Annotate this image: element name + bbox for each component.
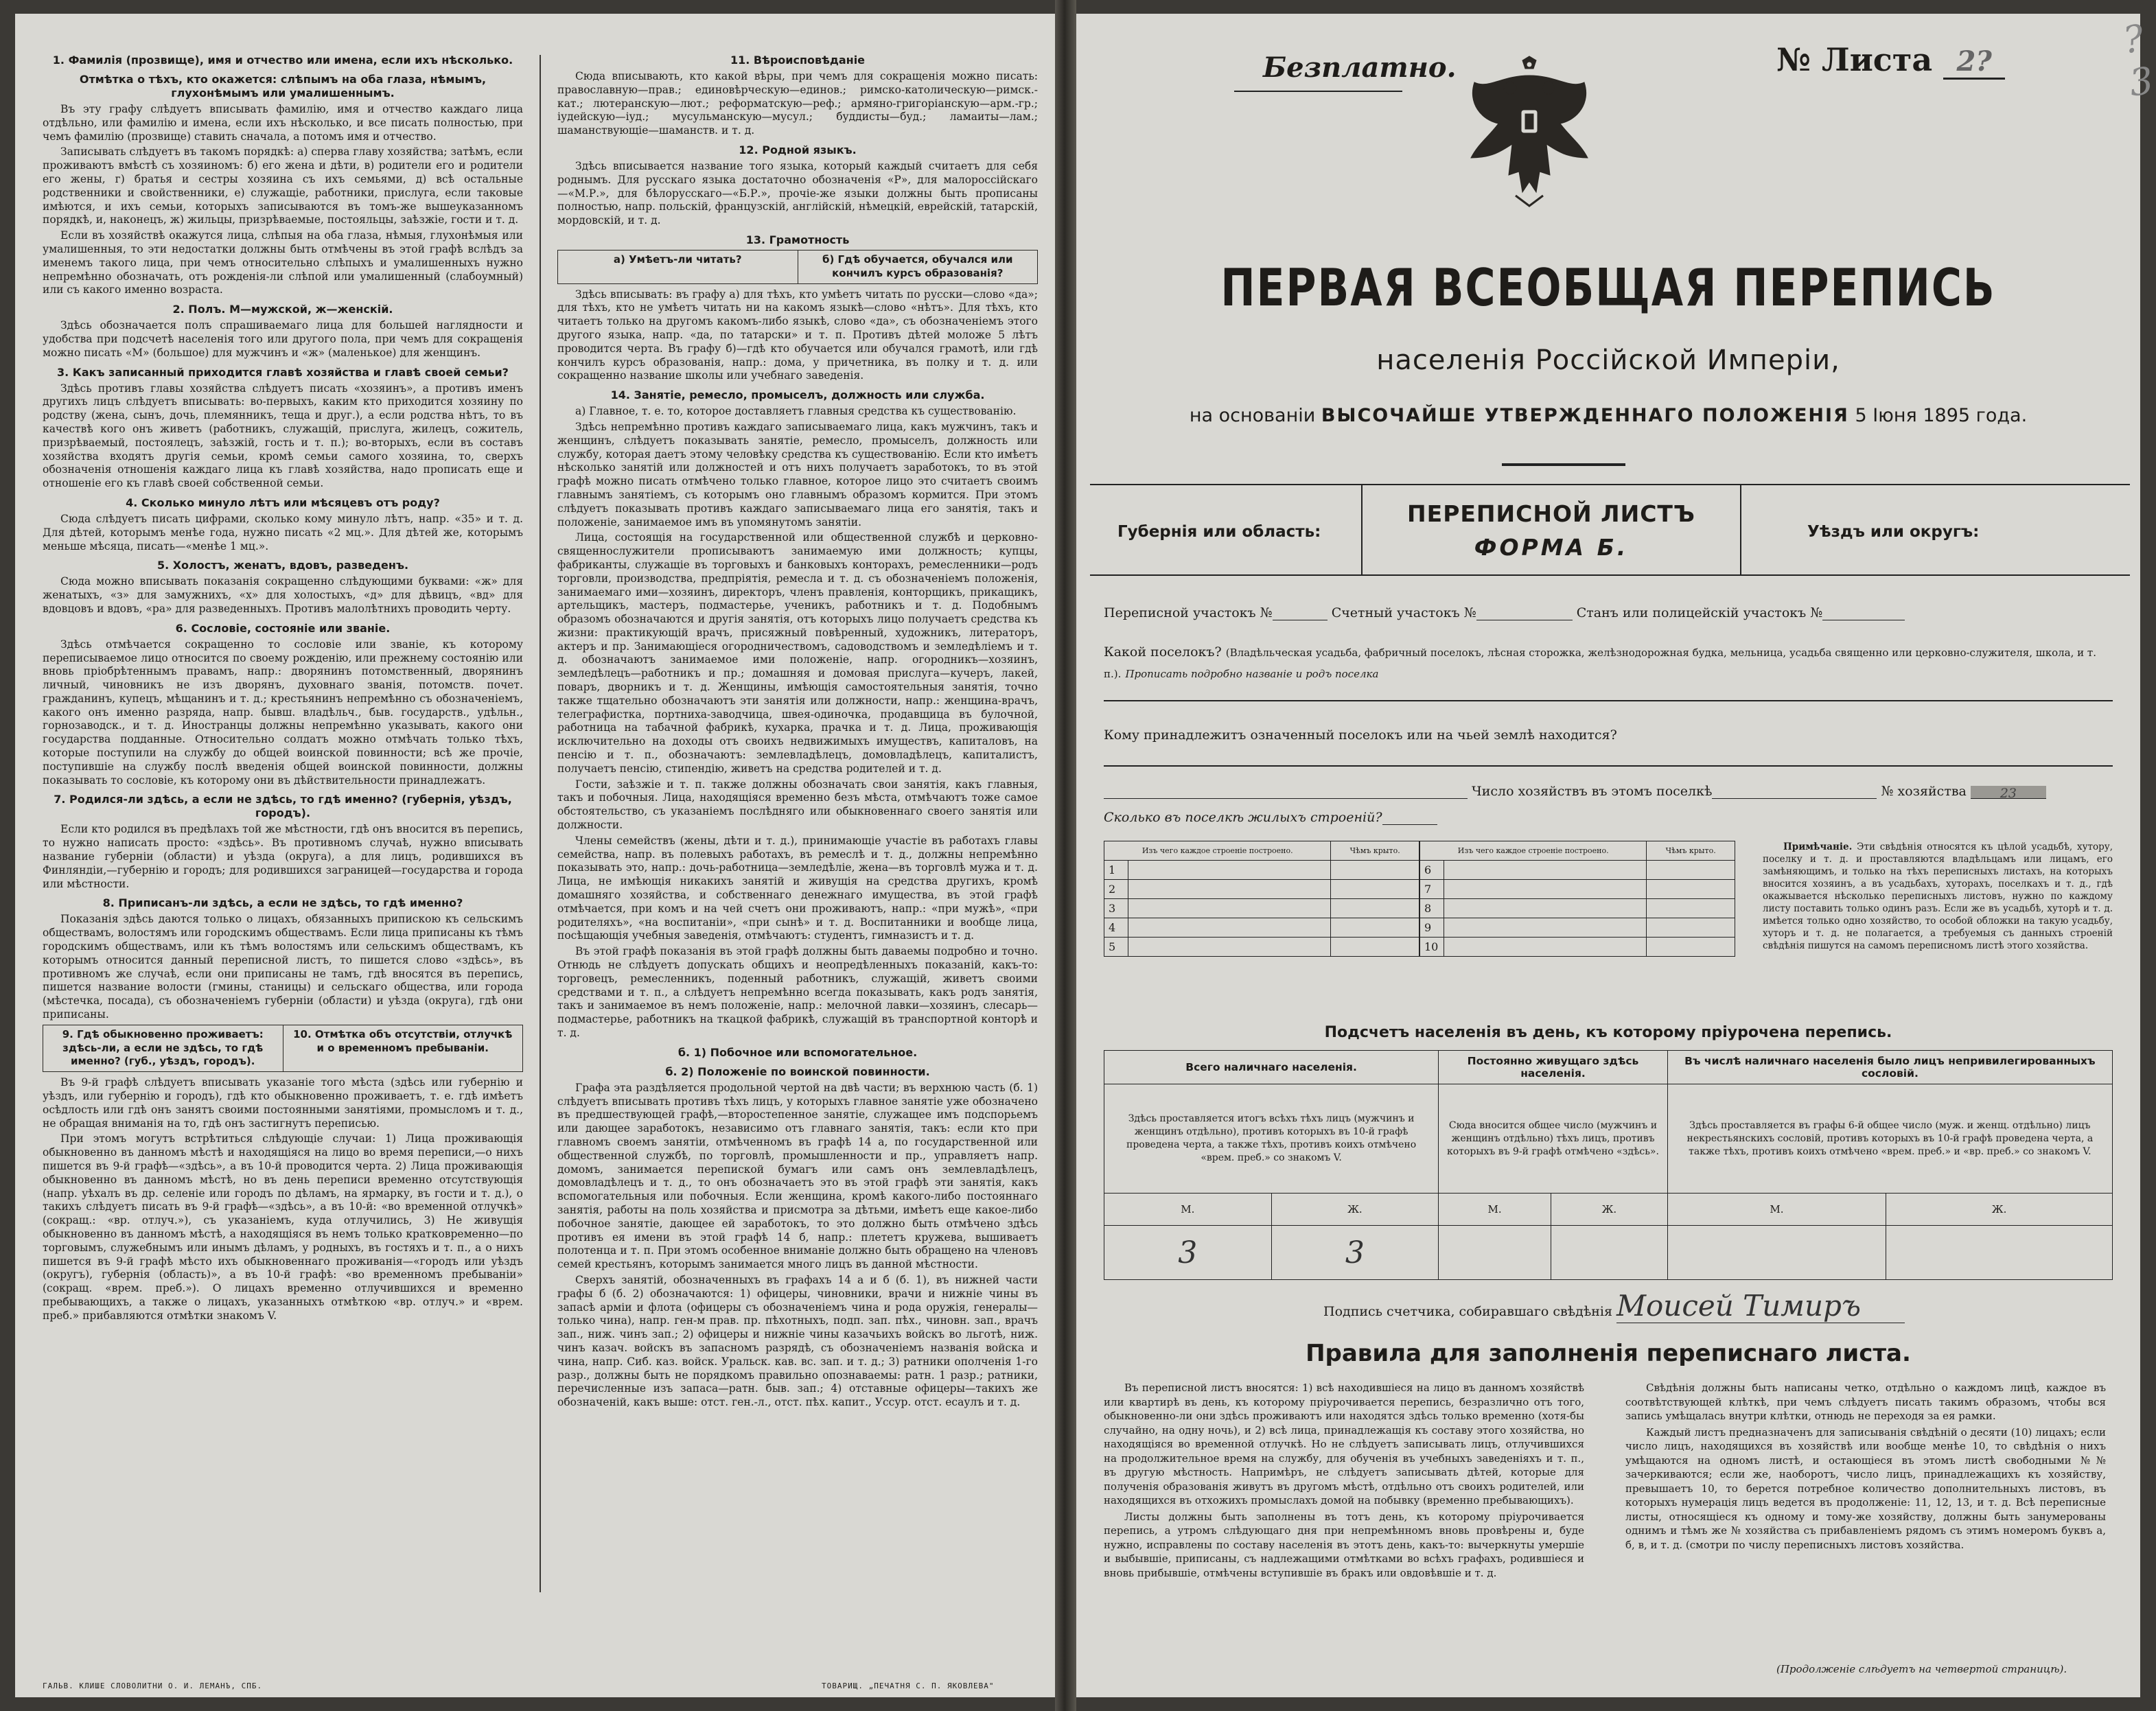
building-number: 3: [1104, 899, 1128, 918]
column-divider: [540, 55, 541, 1592]
m-label: М.: [1439, 1194, 1551, 1226]
building-number: 6: [1419, 861, 1444, 880]
count-desc-present: Здѣсь проставляется итогъ всѣхъ тѣхъ лицъ (мужчинъ и женщинъ отдѣльно), противъ которыхъ въ 10-й графѣ проведена черта, а также тѣхъ, противъ коихъ отмѣчено «врем. преб.» со знакомъ V.: [1104, 1084, 1439, 1194]
section-heading: 1. Фамилія (прозвище), имя и отчество или имена, если ихъ нѣсколько.: [52, 54, 513, 67]
count-desc-nonpeasant: Здѣсь проставляется въ графы 6-й общее число (муж. и женщ. отдѣльно) лицъ некрестьянскихъ сословій, противъ которыхъ въ 10-й графѣ проведена черта, а также тѣхъ, противъ коихъ отмѣчено «врем. преб.» и «вр. преб.» со знакомъ V.: [1667, 1084, 2112, 1194]
instruction-paragraph: Лица, состоящія на государственной или общественной службѣ и церковно-священнослужители прописываютъ занимаемую ими должность; купцы, фабриканты, служащіе въ торговыхъ и банковыхъ конторахъ, ремесленники—родъ торговли, производства, предпріятія, ремесла и т. д. съ обозначеніемъ положенія, занимаемаго ими—хозяинъ, директоръ, членъ правленія, конторщикъ, прикащикъ, артельщикъ, мастеръ, подмастерье, ученикъ, работникъ и т. д. Подобнымъ образомъ обозначаются и другія занятія, отъ которыхъ лицо получаетъ средства къ жизни: практикующій врачъ, присяжный повѣренный, художникъ, литераторъ, актеръ и пр. Занимающіеся огородничествомъ, садоводствомъ и земледѣліемъ и т. д. обозначаютъ занимаемое ими положеніе, напр. огородникъ—хозяинъ, земледѣлецъ—работникъ и пр.; домашняя и домовая прислуга—кучеръ, лакей, поваръ, дворникъ и т. д. Женщины, имѣющія самостоятельныя занятія, точно также тщательно обозначаютъ эти занятія или должности, напр.: женщина-врачъ, телеграфистка, портниха-заводчица, швея-одиночка, продавщица въ булочной, работница на табачной фабрикѣ, кухарка, прачка и т. д. Лица, проживающія исключительно на доходы отъ своихъ недвижимыхъ имуществъ, капиталовъ, на пенсію и т. п., обозначаютъ: землевладѣлецъ, домовладѣлецъ, капиталистъ, получаетъ пенсію, стипендію, живетъ на средства родителей и т. д.: [557, 531, 1038, 775]
building-row: [1104, 938, 1735, 957]
section-heading: Отмѣтка о тѣхъ, кто окажется: слѣпымъ на оба глаза, нѣмымъ, глухонѣмымъ или умалишеннымъ.: [79, 73, 487, 100]
instruction-paragraph: Записывать слѣдуетъ въ такомъ порядкѣ: а) сперва главу хозяйства; затѣмъ, если проживаютъ вмѣстѣ съ хозяиномъ: б) его жена и дѣти, в) родители его и родители его жены, г) братья и сестры хозяина съ ихъ семьями, д) всѣ остальные родственники и свойственники, е) служащіе, работники, прислуга, если таковые имѣются, и ихъ семьи, которыхъ записываются въ томъ-же вышеуказанномъ порядкѣ, и, наконецъ, ж) жильцы, призрѣваемые, постояльцы, заѣзжіе, гости и т. д.: [43, 146, 523, 226]
instruction-paragraph: а) Главное, т. е. то, которое доставляетъ главныя средства къ существованію.: [575, 405, 1017, 418]
buildings-note: [1763, 841, 2113, 952]
settlement-hint-2: Прописать подробно названіе и родъ поселка: [1125, 668, 1379, 680]
sheet-number-value[interactable]: 2?: [1943, 45, 2005, 80]
signature-label: Подпись счетчика, собиравшаго свѣдѣнія: [1323, 1304, 1612, 1319]
right-page: [1076, 14, 2156, 1697]
instruction-paragraph: Графа эта раздѣляется продольной чертой на двѣ части; въ верхнюю часть (б. 1) слѣдуетъ вписывать противъ тѣхъ лицъ, у которыхъ главное занятіе уже обозначено въ предшествующей графѣ,—второстепенное занятіе, служащее имъ подспорьемъ или дающее заработокъ, независимо отъ главнаго занятія, такъ: если кто при главномъ своемъ занятіи, отмѣченномъ въ графѣ 14 а, по государственной или общественной службѣ, по торговлѣ, промышленности и пр., управляетъ напр. домомъ, занимается перепиской бумагъ или самъ онъ землевладѣлецъ, домовладѣлецъ и т. д., то онъ обозначаетъ это въ этой графѣ эти занятія, какъ вспомогательныя или побочныя. Если женщина, кромѣ какого-либо постояннаго занятія, работы на поль хозяйства и присмотра за дѣтьми, имѣетъ еще какое-либо побочное занятіе, дающее ей заработокъ, то это должно быть отмѣчено здѣсь противъ ея имени въ этой графѣ 14 б, напр.: плететъ кружева, вышиваетъ полотенца и т. п. При этомъ особенное вниманіе должно быть обращено на членовъ семей крестьянъ, которымъ занимается много лицъ въ данной мѣстности.: [557, 1081, 1038, 1271]
printer-imprint-right: ТОВАРИЩ. „ПЕЧАТНЯ С. П. ЯКОВЛЕВА": [822, 1681, 995, 1690]
enumerator-signature[interactable]: Моисей Тимиръ: [1616, 1289, 1905, 1323]
section-heading: 12. Родной языкъ.: [739, 143, 857, 156]
column-10-heading: 10. Отмѣтка объ отсутствіи, отлучкѣ и о временномъ пребываніи.: [283, 1025, 523, 1071]
stan-field[interactable]: [1822, 607, 1905, 620]
instructions-column-2: [557, 48, 1038, 1412]
instruction-paragraph: При этомъ могутъ встрѣтиться слѣдующіе случаи: 1) Лица проживающія обыкновенно въ данномъ мѣстѣ и находящіяся на лицо во время переписи,—о нихъ пишется въ 9-й графѣ—«здѣсь», а въ 10-й проводится черта. 2) Лица проживающія обыкновенно въ данномъ мѣстѣ, но въ день переписи временно отсутствующія (напр. уѣхалъ въ др. селеніе или городъ по дѣламъ, на ярмарку, въ гости и т. д.), о такихъ слѣдуетъ писать въ 9-й графѣ—«здѣсь», а въ 10-й: «во временной отлучкѣ» (сокращ.: «вр. отлуч.»), съ указаніемъ, куда отлучились, 3) Не живущія обыкновенно въ данномъ мѣстѣ, а находящіяся въ немъ только кратковременно—по торговымъ, служебнымъ или инымъ дѣламъ, у родныхъ, въ гостяхъ и т. п., а о нихъ пишется въ 9-й графѣ мѣсто ихъ обыкновеннаго проживанія—«городъ или уѣздъ (округъ), губернія (область)», а въ 10-й графѣ: «во временномъ пребываніи» (сокращ. «врем. преб.»). О лицахъ временно отлучившихся и временно пребывающихъ, а также о лицахъ, указанныхъ отмѣткою «вр. отлуч.» и «врем. преб.» прибавляются отмѣтки знакомъ V.: [43, 1132, 523, 1322]
handwritten-page-mark: ?3: [2120, 16, 2156, 105]
f-label: Ж.: [1271, 1194, 1439, 1226]
schetny-field[interactable]: [1476, 607, 1573, 620]
buildings-table: [1104, 841, 1735, 957]
uezd-label: Уѣздъ или округъ:: [1807, 523, 1980, 541]
count-col-nonpeasant: Въ числѣ наличнаго населенія было лицъ непривилегированныхъ сословій.: [1667, 1051, 2112, 1084]
instruction-paragraph: Въ 9-й графѣ слѣдуетъ вписывать указаніе того мѣста (здѣсь или губернію и уѣздъ, или губернію и городъ), гдѣ кто обыкновенно проживаетъ, т. е. гдѣ имѣетъ осѣдлость или гдѣ онъ занятъ своими постоянными занятіями, промысломъ и т. д., не обращая вниманія на то, гдѣ онъ застигнутъ переписью.: [43, 1076, 523, 1130]
households-leading-line: [1104, 786, 1468, 799]
settlement-field[interactable]: [1104, 700, 2113, 701]
building-row: [1104, 918, 1735, 938]
f-label: Ж.: [1886, 1194, 2113, 1226]
rule-paragraph: Каждый листъ предназначенъ для записыванія свѣдѣній о десяти (10) лицахъ; если число лицъ, находящихся въ хозяйствѣ или вообще менѣе 10, то свѣдѣнія о нихъ умѣщаются на одномъ листѣ, и остающіеся въ этомъ листѣ свободными №№ зачеркиваются; если же, наоборотъ, число лицъ, принадлежащихъ къ хозяйству, превышаетъ 10, то берется потребное количество дополнительныхъ листовъ, въ которыхъ нумерація лицъ ведется въ продолженіе: 11, 12, 13, и т. д. Всѣ переписные листы, относящіеся къ одному и тому-же хозяйству, должны быть занумерованы однимъ и тѣмъ же № хозяйства съ прибавленіемъ рядомъ съ этимъ номеромъ буквъ а, б, в, и т. д. (смотри по числу переписныхъ листовъ хозяйства.: [1625, 1425, 2106, 1551]
building-roof-cell[interactable]: [1331, 861, 1419, 880]
instruction-paragraph: Гости, заѣзжіе и т. п. также должны обозначать свои занятія, какъ главныя, такъ и побочныя. Лица, находящіяся временно безъ мѣста, отмѣчаютъ тоже самое обстоятельство, съ указаніемъ послѣдняго или обыкновеннаго своего занятія или должности.: [557, 778, 1038, 832]
bld-header-roof: Чѣмъ крыто.: [1331, 841, 1419, 861]
section-heading: б. 2) Положеніе по воинской повинности.: [665, 1064, 930, 1078]
instruction-paragraph: Здѣсь вписывать: въ графу а) для тѣхъ, кто умѣетъ читать по русски—слово «да»; для тѣхъ, кто не умѣетъ читать ни на какомъ языкѣ—слово «нѣтъ». Для тѣхъ, кто читаетъ только на другомъ какомъ-либо языкѣ, слово «да», съ обозначеніемъ этого другого языка, напр. «да, по татарски» и т. п. Противъ дѣтей моложе 5 лѣтъ проводится черта. Въ графу б)—гдѣ кто обучается или обучался грамотѣ, или гдѣ кончилъ курсъ образованія, напр.: дома, у причетника, въ полку и т. д. или сокращенно название школы или учебнаго заведенія.: [557, 288, 1038, 382]
building-material-cell[interactable]: [1444, 880, 1646, 899]
section-heading: 7. Родился-ли здѣсь, а если не здѣсь, то гдѣ именно? (губернія, уѣздъ, городъ).: [54, 793, 512, 820]
section-heading: 8. Приписанъ-ли здѣсь, а если не здѣсь, то гдѣ именно?: [102, 896, 463, 910]
resident-female-count[interactable]: [1551, 1226, 1668, 1280]
form-title: ПЕРЕПИСНОЙ ЛИСТЪ: [1407, 500, 1695, 527]
rules-column-1: [1104, 1381, 1584, 1582]
building-number: 7: [1419, 880, 1444, 899]
population-count-table: [1104, 1050, 2113, 1280]
building-number: 2: [1104, 880, 1128, 899]
legal-basis-line: [1076, 405, 2140, 426]
section-heading: 6. Сословіе, состояніе или званіе.: [175, 621, 391, 635]
rule-paragraph: Свѣдѣнія должны быть написаны четко, отдѣльно о каждомъ лицѣ, каждое въ соотвѣтствующей клѣткѣ, при чемъ слѣдуетъ писать такимъ образомъ, чтобы вся запись умѣщалась внутри клѣтки, отнюдь не переходя за ея рамки.: [1625, 1382, 2106, 1422]
section-heading: 13. Грамотность: [745, 233, 850, 246]
building-material-cell[interactable]: [1128, 938, 1331, 957]
printer-imprint-left: ГАЛЬВ. КЛИШЕ СЛОВОЛИТНИ О. И. ЛЕМАНЪ, СПБ.: [43, 1681, 263, 1690]
section-heading: 14. Занятіе, ремесло, промыселъ, должность или служба.: [610, 388, 985, 402]
columns-9-10-box: [43, 1025, 523, 1072]
instruction-paragraph: Сюда слѣдуетъ писать цифрами, сколько кому минуло лѣтъ, напр. «35» и т. д. Для дѣтей, которымъ менѣе года, нужно писать «2 мц.». Для дѣтей же, которымъ меньше мѣсяца, писать—«менѣе 1 мц.».: [43, 512, 523, 552]
section-heading: 4. Сколько минуло лѣтъ или мѣсяцевъ отъ роду?: [126, 496, 440, 509]
buildings-row: [1104, 810, 2113, 825]
rules-heading: Правила для заполненія переписнаго листа.: [1306, 1340, 1911, 1367]
present-female-count[interactable]: 3: [1271, 1226, 1439, 1280]
owner-row: [1104, 728, 2113, 743]
instruction-paragraph: Въ эту графу слѣдуетъ вписывать фамилію, имя и отчество каждаго лица отдѣльно, или фамилію и имена, если ихъ нѣсколько, и все писать полностью, при чемъ фамилію (прозвище) ставить сначала, а потомъ имя и отчество.: [43, 103, 523, 143]
building-roof-cell[interactable]: [1331, 880, 1419, 899]
uchastok-label: Переписной участокъ №: [1104, 605, 1273, 620]
title-separator: [1502, 463, 1625, 466]
form-title-box: [1361, 485, 1741, 574]
literacy-a-heading: а) Умѣетъ-ли читать?: [613, 253, 742, 266]
literacy-subcolumns-box: [557, 250, 1038, 284]
household-number-label: № хозяйства: [1881, 784, 1967, 799]
buildings-field[interactable]: [1382, 812, 1437, 825]
bld-header-material: Изъ чего каждое строеніе построено.: [1104, 841, 1331, 861]
bld-header-roof-2: Чѣмъ крыто.: [1647, 841, 1735, 861]
building-material-cell[interactable]: [1444, 899, 1646, 918]
census-subtitle: населенія Россійской Имперіи,: [1376, 345, 1840, 376]
count-desc-resident: Сюда вносится общее число (мужчинъ и женщинъ отдѣльно) тѣхъ лицъ, противъ которыхъ въ 9-й графѣ отмѣчено «здѣсь».: [1439, 1084, 1668, 1194]
instruction-paragraph: Здѣсь вписывается название того языка, который каждый считаетъ для себя роднымъ. Для русскаго языка достаточно обозначенія «Р», для малороссійскаго—«М.Р.», для бѣлорусскаго—«Б.Р.», прочіе-же языки должны быть прописаны полностью, напр. польскій, французскій, англійскій, нѣмецкій, еврейскій, татарскій, мордовскій, и т. д.: [557, 159, 1038, 227]
enumerator-signature-row: [1323, 1289, 1905, 1323]
nonpeasant-female-count[interactable]: [1886, 1226, 2113, 1280]
instruction-paragraph: Здѣсь противъ главы хозяйства слѣдуетъ писать «хозяинъ», а противъ именъ другихъ лицъ слѣдуетъ вписывать: во-первыхъ, каким кто приходится хозяину по родству (жена, сынъ, дочь, племянникъ, теща и друг.), а если родства нѣтъ, то въ качествѣ кого онъ живетъ (работникъ, служащій, прислуга, жилецъ, сожитель, призрѣваемый, постоялецъ, заѣзжій, гость и т. п.); во-вторыхъ, если въ составъ хозяйства входятъ другія семьи, кромѣ семьи самого хозяина, то, сверхъ обозначенія отношенія каждаго лица къ главѣ хозяйства, надо прописать еще и отношеніе его къ главѣ своей собственной семьи.: [43, 382, 523, 490]
instruction-paragraph: Сюда можно вписывать показанія сокращенно слѣдующими буквами: «ж» для женатыхъ, «з» для замужнихъ, «х» для холостыхъ, «д» для дѣвицъ, «вд» для вдовцовъ и вдовъ, «ра» для разведенныхъ. Противъ малолѣтнихъ проводить черту.: [43, 575, 523, 615]
owner-question: Кому принадлежитъ означенный поселокъ или на чьей землѣ находится?: [1104, 728, 1617, 743]
instruction-paragraph: Если кто родился въ предѣлахъ той же мѣстности, гдѣ онъ вносится въ перепись, то нужно написать просто: «здѣсь». Въ противномъ случаѣ, нужно вписывать название губерніи (области) и уѣзда (округа), а для лицъ, родившихся въ Финляндіи,—губернію и городъ; для родившихся заграницей—государства и города или мѣстности.: [43, 823, 523, 890]
building-material-cell[interactable]: [1128, 880, 1331, 899]
f-label: Ж.: [1551, 1194, 1668, 1226]
form-header-box: [1090, 484, 2130, 576]
building-number: 10: [1419, 938, 1444, 957]
section-heading: б. 1) Побочное или вспомогательное.: [677, 1045, 918, 1059]
literacy-b-heading: б) Гдѣ обучается, обучался или кончилъ курсъ образованія?: [798, 251, 1038, 283]
schetny-label: Счетный участокъ №: [1331, 605, 1476, 620]
building-material-cell[interactable]: [1128, 861, 1331, 880]
owner-field[interactable]: [1104, 765, 2113, 767]
instruction-paragraph: Въ этой графѣ показанія въ этой графѣ должны быть даваемы подробно и точно. Отнюдь не слѣдуетъ допускать общихъ и неопредѣленныхъ показаній, какъ-то: торговецъ, ремесленникъ, поденный работникъ, служащій, живетъ своими средствами и т. п., а слѣдуетъ непремѣнно всегда показывать, какъ родъ занятія, такъ и занимаемое въ немъ положеніе, напр.: мелочной лавки—хозяинъ, слесарь—подмастерье, работникъ на ткацкой фабрикѣ, служащій въ транспортной конторѣ и т. д.: [557, 945, 1038, 1039]
households-label: Число хозяйствъ въ этомъ поселкѣ: [1472, 784, 1713, 799]
rules-column-2: [1625, 1381, 2106, 1554]
settlement-type-row: [1104, 642, 2113, 684]
instructions-column-1: [43, 48, 523, 1325]
building-roof-cell[interactable]: [1647, 918, 1735, 938]
rule-paragraph: Въ переписной листъ вносятся: 1) всѣ находившіеся на лицо въ данномъ хозяйствѣ или квартирѣ въ день, къ которому пріурочивается перепись, безразлично отъ того, обыкновенно-ли они здѣсь проживаютъ или находятся здѣсь только временно (хотя-бы случайно, на одну ночь), и 2) всѣ лица, принадлежащія къ составу этого хозяйства, но находящіяся во временной отлучкѣ. Но не слѣдуетъ записывать лицъ, отлучившихся на продолжительное время на службу, для обученія въ учебныхъ заведеніяхъ и т. п., въ другую мѣстность. Напримѣръ, не слѣдуетъ записывать дѣтей, которые для полученія образованія живутъ въ другомъ мѣстѣ, отдѣльно отъ своихъ родителей, или находящихся въ отхожихъ промыслахъ домой на побывку (временно пребывающихъ).: [1104, 1382, 1584, 1506]
building-material-cell[interactable]: [1444, 918, 1646, 938]
rule-paragraph: Листы должны быть заполнены въ тотъ день, къ которому пріурочивается перепись, а утромъ слѣдующаго дня при непремѣнномъ вновь провѣрены и, буде нужно, исправлены по составу населенія въ этотъ день, какъ-то: вычеркнуты умершіе и выбывшіе, приписаны, съ надлежащими отмѣтками во всѣхъ графахъ, родившіеся и вновь прибывшіе, отмѣчены вступившіе въ бракъ или овдовѣвшіе и т. д.: [1104, 1510, 1584, 1579]
column-9-heading: 9. Гдѣ обыкновенно проживаетъ: здѣсь-ли, а если не здѣсь, то гдѣ именно? (губ., уѣздъ, городъ).: [62, 1027, 264, 1068]
building-material-cell[interactable]: [1444, 938, 1646, 957]
district-fields-row: [1104, 605, 2113, 620]
gubernia-label: Губернія или область:: [1117, 523, 1321, 541]
building-number: 5: [1104, 938, 1128, 957]
section-heading: 2. Полъ. М—мужской, ж—женскій.: [172, 303, 393, 316]
building-roof-cell[interactable]: [1647, 938, 1735, 957]
settlement-question: Какой поселокъ?: [1104, 644, 1222, 660]
buildings-label: Сколько въ поселкѣ жилыхъ строеній?: [1104, 810, 1382, 825]
census-title: ПЕРВАЯ ВСЕОБЩАЯ ПЕРЕПИСЬ: [1220, 258, 1996, 318]
building-number: 8: [1419, 899, 1444, 918]
sheet-number-label: № Листа: [1776, 41, 1933, 78]
instruction-paragraph: Здѣсь непремѣнно противъ каждаго записываемаго лица, какъ мужчинъ, такъ и женщинъ, слѣдуетъ показывать занятіе, ремесло, промыселъ, должность или службу, которая даетъ этому человѣку средства къ существованію. Если кто имѣетъ нѣсколько занятій или должностей и отъ нихъ получаетъ заработокъ, то въ этой графѣ можно писать отмѣчено только главное, которое лицо это считаетъ своимъ главнымъ занятіемъ, съ которымъ оно главнымъ образомъ кормится. При этомъ слѣдуетъ показывать противъ каждаго записываемаго лица его занятія, такъ и положеніе, занимаемое имъ въ упомянутомъ занятіи.: [557, 420, 1038, 528]
households-row: [1104, 784, 2113, 799]
m-label: М.: [1667, 1194, 1886, 1226]
building-roof-cell[interactable]: [1647, 880, 1735, 899]
building-roof-cell[interactable]: [1331, 938, 1419, 957]
building-roof-cell[interactable]: [1331, 918, 1419, 938]
building-row: [1104, 899, 1735, 918]
sheet-number: [1776, 41, 2005, 80]
note-text: Эти свѣдѣнія относятся къ цѣлой усадьбѣ, хутору, поселку и т. д. и проставляются владѣльцамъ или лицамъ, его замѣняющимъ, и только на тѣхъ переписныхъ листахъ, на которыхъ вносится хозяинъ, а въ усадьбахъ, хуторахъ, поселкахъ и т. д., гдѣ окажывается нѣсколько переписныхъ листовъ, нужно по каждому листу поставить только одинъ разъ. Если же въ усадьбѣ, хуторѣ и т. д. имѣется только одно хозяйство, то особой обложки на такую усадьбу, хуторъ и т. д. не полагается, а требуемыя съ данныхъ строеній свѣдѣнія пишутся на самомъ переписномъ листѣ этого хозяйства.: [1763, 841, 2113, 951]
building-number: 1: [1104, 861, 1128, 880]
building-number: 9: [1419, 918, 1444, 938]
resident-male-count[interactable]: [1439, 1226, 1551, 1280]
section-heading: 5. Холостъ, женатъ, вдовъ, разведенъ.: [157, 559, 409, 572]
uchastok-field[interactable]: [1273, 607, 1328, 620]
count-col-resident: Постоянно живущаго здѣсь населенія.: [1439, 1051, 1668, 1084]
settlement-hint: (Владѣльческая усадьба, фабричный поселокъ, лѣсная сторожка, желѣзнодорожная будка, мельница, усадьба священно или церковно-служителя, школа, и т. п.).: [1104, 647, 2096, 680]
basis-date: 5 Іюня 1895 года.: [1855, 405, 2028, 426]
instruction-paragraph: Члены семействъ (жены, дѣти и т. д.), принимающіе участіе въ работахъ главы семейства, напр. въ полевыхъ работахъ, въ ремеслѣ и т. д., должны непремѣнно показывать это, напр.: дочь-работница—земледѣліе, жена—въ торговлѣ мужа и т. д. Лица, не имѣющія никакихъ занятій и живущія на средства другихъ, кромѣ домашняго хозяйства, и собственнаго денежнаго имущества, въ этой графѣ отмѣчается, при комъ и на чей счетъ они проживаютъ, напр.: «при мужѣ», «при родителяхъ», «на воспитаніи», «при сынѣ» и т. д. Воспитанники и вообще лица, посѣщающія учебныя заведенія, отмѣчаютъ: студентъ, гимназистъ и т. д.: [557, 834, 1038, 942]
basis-caps: ВЫСОЧАЙШЕ УТВЕРЖДЕННАГО ПОЛОЖЕНІЯ: [1321, 405, 1849, 426]
building-roof-cell[interactable]: [1647, 899, 1735, 918]
continuation-note: (Продолженіе слѣдуетъ на четвертой страницѣ).: [1776, 1663, 2067, 1675]
instruction-paragraph: Сюда вписывають, кто какой вѣры, при чемъ для сокращенія можно писать: православную—прав.; единовѣрческую—единов.; римско-католическую—римск.-кат.; лютеранскую—лют.; реформатскую—реф.; армяно-григоріанскую—арм.-гр.; іудейскую—іуд.; мусульманскую—мусул.; буддисты—буд.; ламаиты—лам.; шаманствующіе—шаманств. и т. д.: [557, 70, 1038, 137]
count-col-present: Всего наличнаго населенія.: [1104, 1051, 1439, 1084]
instruction-paragraph: Здѣсь отмѣчается сокращенно то сословіе или званіе, къ которому переписываемое лицо относится по своему рожденію, или прежнему состоянію или вновь пріобрѣтеннымъ правамъ, напр.: дворянинъ потомственный, дворянинъ личный, чиновникъ не изъ дворянъ, духовнаго званія, потомств. почет. гражданинъ, купецъ, мѣщанинъ и т. д.; крестьянинъ непремѣнно съ обозначеніемъ, какого онъ именно разряда, напр. бывш. владѣльч., быв. государств., удѣльн., горнозаводск., и т. д. Иностранцы должны непремѣнно указывать, какого они государства подданные. Относительно солдатъ можно отмѣчать только тѣхъ, которые поступили на службу до общей воинской повинности; всѣ же прочіе, поступившіе на службу послѣ введенія общей воинской повинности, должны показывать то сословіе, къ которому они въ дѣйствительности принадлежатъ.: [43, 638, 523, 787]
building-roof-cell[interactable]: [1647, 861, 1735, 880]
building-material-cell[interactable]: [1128, 918, 1331, 938]
population-count-heading: Подсчетъ населенія въ день, къ которому пріурочена перепись.: [1324, 1024, 1892, 1041]
stan-label: Станъ или полицейскій участокъ №: [1576, 605, 1823, 620]
instruction-paragraph: Если въ хозяйствѣ окажутся лица, слѣпыя на оба глаза, нѣмыя, глухонѣмыя или умалишенныя, то эти недостатки должны быть отмѣчены въ этой графѣ вслѣдъ за именемъ такого лица, при чемъ относительно слѣпыхъ и умалишенныхъ нужно непремѣнно обозначать, отъ рожденія-ли слѣпой или умалишенный (слабоумный) или съ какого именно возраста.: [43, 229, 523, 296]
building-row: [1104, 861, 1735, 880]
present-male-count[interactable]: 3: [1104, 1226, 1272, 1280]
free-label: Безплатно.: [1263, 51, 1457, 84]
double-headed-eagle-emblem: [1461, 55, 1598, 213]
page-fold: [1055, 0, 1076, 1711]
nonpeasant-male-count[interactable]: [1667, 1226, 1886, 1280]
instruction-paragraph: Сверхъ занятій, обозначенныхъ въ графахъ 14 а и б (б. 1), въ нижней части графы б (б. 2) обозначаются: 1) офицеры, чиновники, врачи и нижніе чины въ запасѣ арміи и флота (офицеры съ обозначеніемъ чина и рода оружія, генералы—только чина), напр. ген-м прав. пр. пѣхотныхъ, подп. зап. пѣх., чиновн. зап., врачъ зап., ниж. чинъ зап.; 2) офицеры и нижніе чины казачьихъ войскъ во льготѣ, ниж. чинъ казач. войскъ въ запасномъ разрядѣ, съ обозначеніемъ названія войска и чина, напр. Сиб. каз. войск. Уральск. кав. вс. зап. и т. д.; 3) ратники ополченія 1-го разр., должны быть не порядкомъ правильно опознаваемы: ратн. 1 разр.; ратники, перечисленные изъ запаса—ратн. быв. зап.; 4) отставные офицеры—такихъ же обозначеній, какъ выше: отст. ген.-л., отст. пѣх. капит., Уссур. отст. есаулъ и т. д.: [557, 1273, 1038, 1409]
instruction-paragraph: Здѣсь обозначается полъ спрашиваемаго лица для большей наглядности и удобства при подсчетѣ населенія того или другого пола, при чемъ для сокращенія можно писать «М» (большое) для мужчинъ и «ж» (маленькое) для женщинъ.: [43, 319, 523, 359]
section-heading: 11. Вѣроисповѣданіе: [730, 54, 866, 67]
left-page: [15, 14, 1055, 1697]
building-roof-cell[interactable]: [1331, 899, 1419, 918]
instruction-paragraph: Показанія здѣсь даются только о лицахъ, обязанныхъ припискою къ сельскимъ обществамъ, волостямъ или городскимъ обществамъ. Если лица приписаны къ тѣмъ городскимъ обществамъ, или къ тѣмъ волостямъ или сельскимъ обществамъ, къ которымъ относится данный переписной листъ, то пишется слово «здѣсь», въ противномъ же случаѣ, если они приписаны не тамъ, гдѣ вносятся въ перепись, пишется название волости (гмины, станицы) и сельскаго общества, или города (мѣстечка, посада), съ обозначеніемъ губерніи (области) и уѣзда (округа), гдѣ они приписаны.: [43, 913, 523, 1021]
bld-header-material-2: Изъ чего каждое строеніе построено.: [1419, 841, 1646, 861]
basis-prefix: на основаніи: [1189, 405, 1316, 426]
m-label: М.: [1104, 1194, 1272, 1226]
building-row: [1104, 880, 1735, 899]
form-type: ФОРМА Б.: [1474, 534, 1629, 561]
section-heading: 3. Какъ записанный приходится главѣ хозяйства и главѣ своей семьи?: [57, 365, 509, 379]
household-number-value[interactable]: 23: [1971, 786, 2046, 799]
free-underline: [1234, 91, 1402, 92]
note-title: Примѣчаніе.: [1783, 841, 1853, 852]
households-field[interactable]: [1712, 786, 1877, 799]
building-material-cell[interactable]: [1444, 861, 1646, 880]
building-number: 4: [1104, 918, 1128, 938]
building-material-cell[interactable]: [1128, 899, 1331, 918]
